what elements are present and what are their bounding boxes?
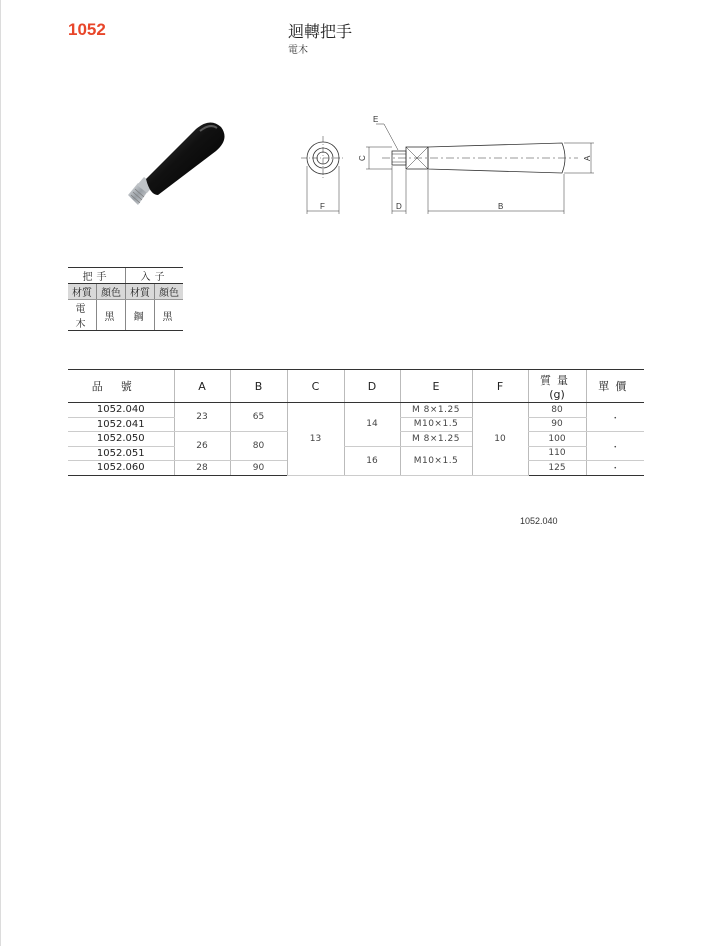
header-item-no: 品號 bbox=[68, 370, 174, 403]
item-code: 1052.050 bbox=[68, 432, 174, 447]
cell-e: M 8×1.25 bbox=[400, 403, 472, 418]
cell-c: 13 bbox=[287, 403, 344, 476]
header-c: C bbox=[287, 370, 344, 403]
header-mass-unit: (g) bbox=[549, 387, 565, 401]
header-price: 單價 bbox=[586, 370, 644, 403]
cell-mass: 100 bbox=[528, 432, 586, 447]
label-f: F bbox=[320, 202, 325, 211]
cell-mass: 80 bbox=[528, 403, 586, 418]
item-code: 1052.041 bbox=[68, 417, 174, 432]
cell-b: 80 bbox=[230, 432, 287, 461]
insert-material: 鋼 bbox=[126, 300, 155, 331]
product-subtitle: 電木 bbox=[288, 45, 308, 56]
page-left-rule bbox=[0, 0, 1, 946]
cell-price: ・ bbox=[586, 432, 644, 461]
col-material: 材質 bbox=[126, 284, 155, 300]
header-e: E bbox=[400, 370, 472, 403]
cell-price: ・ bbox=[586, 461, 644, 476]
cell-a: 28 bbox=[174, 461, 230, 476]
header-b: B bbox=[230, 370, 287, 403]
cell-e: M10×1.5 bbox=[400, 446, 472, 475]
table-row bbox=[68, 403, 644, 418]
technical-drawing bbox=[296, 110, 606, 220]
product-photo bbox=[118, 115, 233, 215]
part-number: 1052 bbox=[68, 20, 106, 39]
cell-mass: 90 bbox=[528, 417, 586, 432]
insert-color: 黑 bbox=[155, 300, 184, 331]
cell-e: M10×1.5 bbox=[400, 417, 472, 432]
label-a: A bbox=[583, 155, 592, 161]
item-code: 1052.060 bbox=[68, 461, 174, 476]
header-mass bbox=[528, 370, 586, 403]
col-color: 顏色 bbox=[97, 284, 126, 300]
table-row bbox=[68, 446, 644, 461]
side-view bbox=[366, 124, 594, 214]
header-f: F bbox=[472, 370, 528, 403]
page-reference: 1052.040 bbox=[520, 516, 558, 526]
cell-e: M 8×1.25 bbox=[400, 432, 472, 447]
product-title: 迴轉把手 bbox=[288, 22, 353, 41]
header-d: D bbox=[344, 370, 400, 403]
label-c: C bbox=[358, 155, 367, 161]
handle-material: 電木 bbox=[68, 300, 97, 331]
label-d: D bbox=[396, 202, 402, 211]
cell-mass: 110 bbox=[528, 446, 586, 461]
item-code: 1052.040 bbox=[68, 403, 174, 418]
group-handle: 把手 bbox=[68, 268, 126, 284]
cell-price: ・ bbox=[586, 403, 644, 432]
cell-a: 23 bbox=[174, 403, 230, 432]
cell-d: 16 bbox=[344, 446, 400, 475]
header-mass-label: 質量 bbox=[540, 373, 574, 387]
cell-mass: 125 bbox=[528, 461, 586, 476]
label-b: B bbox=[498, 202, 504, 211]
col-material: 材質 bbox=[68, 284, 97, 300]
handle-bakelite-grip bbox=[146, 122, 225, 195]
group-insert: 入子 bbox=[126, 268, 184, 284]
col-color: 顏色 bbox=[155, 284, 184, 300]
cell-d: 14 bbox=[344, 403, 400, 447]
cell-b: 90 bbox=[230, 461, 287, 476]
specs-table bbox=[68, 369, 644, 476]
label-e: E bbox=[373, 115, 379, 124]
cell-a: 26 bbox=[174, 432, 230, 461]
cell-f: 10 bbox=[472, 403, 528, 476]
item-code: 1052.051 bbox=[68, 446, 174, 461]
cell-b: 65 bbox=[230, 403, 287, 432]
handle-color: 黑 bbox=[97, 300, 126, 331]
material-table bbox=[68, 267, 183, 331]
header-a: A bbox=[174, 370, 230, 403]
